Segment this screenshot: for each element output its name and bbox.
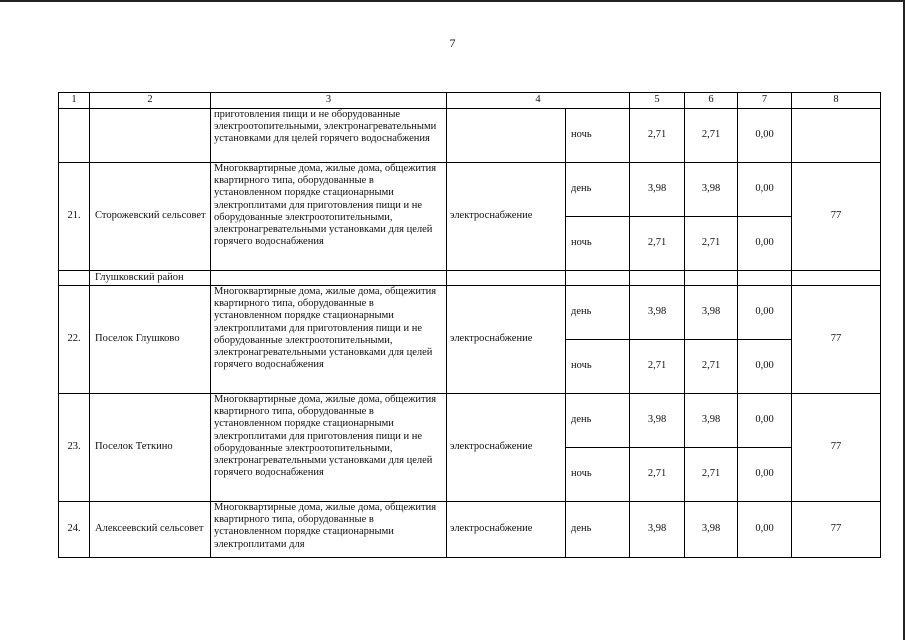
table-row	[59, 502, 881, 558]
period-label: ночь	[566, 109, 630, 163]
consumer-description: Многоквартирные дома, жилые дома, общежития квартирного типа, оборудованные в установленном порядке стационарными электроплитами для приготовления пищи и не оборудованные электроотопительными, электронагревательными установками для целей горячего водоснабжения	[211, 163, 447, 271]
total-value	[792, 109, 881, 163]
tariff-col7: 0,00	[738, 394, 792, 448]
service-type	[447, 109, 566, 163]
empty-cell	[59, 271, 90, 286]
tariff-col6: 3,98	[685, 394, 738, 448]
tariff-col5: 3,98	[630, 502, 685, 558]
tariff-col5: 2,71	[630, 109, 685, 163]
empty-cell	[211, 271, 447, 286]
tariff-col5: 2,71	[630, 340, 685, 394]
period-label: ночь	[566, 217, 630, 271]
col-header-5: 5	[630, 93, 685, 109]
tariff-col6: 3,98	[685, 502, 738, 558]
tariff-col7: 0,00	[738, 340, 792, 394]
total-value: 77	[792, 286, 881, 394]
consumer-description: Многоквартирные дома, жилые дома, общежития квартирного типа, оборудованные в установленном порядке стационарными электроплитами для приготовления пищи и не оборудованные электроотопительными, электронагревательными установками для целей горячего водоснабжения	[211, 286, 447, 394]
period-label: ночь	[566, 340, 630, 394]
period-label: день	[566, 394, 630, 448]
col-header-7: 7	[738, 93, 792, 109]
settlement-name: Поселок Глушково	[90, 286, 211, 394]
consumer-description: Многоквартирные дома, жилые дома, общежития квартирного типа, оборудованные в установленном порядке стационарными электроплитами для приготовления пищи и не оборудованные электроотопительными, электронагревательными установками для целей горячего водоснабжения	[211, 394, 447, 502]
period-label: день	[566, 502, 630, 558]
tariff-col6: 3,98	[685, 286, 738, 340]
district-name: Глушковский район	[90, 271, 211, 286]
period-label: день	[566, 163, 630, 217]
empty-cell	[447, 271, 566, 286]
tariff-col6: 2,71	[685, 340, 738, 394]
total-value: 77	[792, 502, 881, 558]
col-header-2: 2	[90, 93, 211, 109]
table-row	[59, 109, 881, 163]
consumer-description: Многоквартирные дома, жилые дома, общежития квартирного типа, оборудованные в установленном порядке стационарными электроплитами для	[211, 502, 447, 558]
tariff-col7: 0,00	[738, 163, 792, 217]
period-label: ночь	[566, 448, 630, 502]
row-number	[59, 109, 90, 163]
service-type: электроснабжение	[447, 502, 566, 558]
col-header-4: 4	[447, 93, 630, 109]
table-row	[59, 286, 881, 340]
col-header-8: 8	[792, 93, 881, 109]
tariff-col6: 2,71	[685, 109, 738, 163]
tariff-col5: 2,71	[630, 217, 685, 271]
settlement-name: Сторожевский сельсовет	[90, 163, 211, 271]
table-row	[59, 163, 881, 217]
settlement-name: Алексеевский сельсовет	[90, 502, 211, 558]
tariff-col7: 0,00	[738, 109, 792, 163]
tariff-col7: 0,00	[738, 502, 792, 558]
tariff-col6: 2,71	[685, 448, 738, 502]
total-value: 77	[792, 163, 881, 271]
empty-cell	[685, 271, 738, 286]
row-number: 22.	[59, 286, 90, 394]
tariff-col5: 3,98	[630, 286, 685, 340]
district-row	[59, 271, 881, 286]
col-header-6: 6	[685, 93, 738, 109]
empty-cell	[566, 271, 630, 286]
row-number: 24.	[59, 502, 90, 558]
row-number: 21.	[59, 163, 90, 271]
header-row	[59, 93, 881, 109]
total-value: 77	[792, 394, 881, 502]
consumer-description: приготовления пищи и не оборудованные электроотопительными, электронагревательными установками для целей горячего водоснабжения	[211, 109, 447, 163]
page-number: 7	[449, 36, 456, 50]
tariff-col7: 0,00	[738, 286, 792, 340]
tariff-table	[58, 92, 881, 558]
empty-cell	[738, 271, 792, 286]
tariff-col6: 2,71	[685, 217, 738, 271]
row-number: 23.	[59, 394, 90, 502]
service-type: электроснабжение	[447, 163, 566, 271]
tariff-col7: 0,00	[738, 448, 792, 502]
col-header-1: 1	[59, 93, 90, 109]
table-row	[59, 394, 881, 448]
settlement-name: Поселок Теткино	[90, 394, 211, 502]
service-type: электроснабжение	[447, 394, 566, 502]
tariff-col6: 3,98	[685, 163, 738, 217]
col-header-3: 3	[211, 93, 447, 109]
empty-cell	[630, 271, 685, 286]
empty-cell	[792, 271, 881, 286]
service-type: электроснабжение	[447, 286, 566, 394]
settlement-name	[90, 109, 211, 163]
tariff-col7: 0,00	[738, 217, 792, 271]
period-label: день	[566, 286, 630, 340]
tariff-col5: 3,98	[630, 394, 685, 448]
tariff-col5: 3,98	[630, 163, 685, 217]
tariff-col5: 2,71	[630, 448, 685, 502]
